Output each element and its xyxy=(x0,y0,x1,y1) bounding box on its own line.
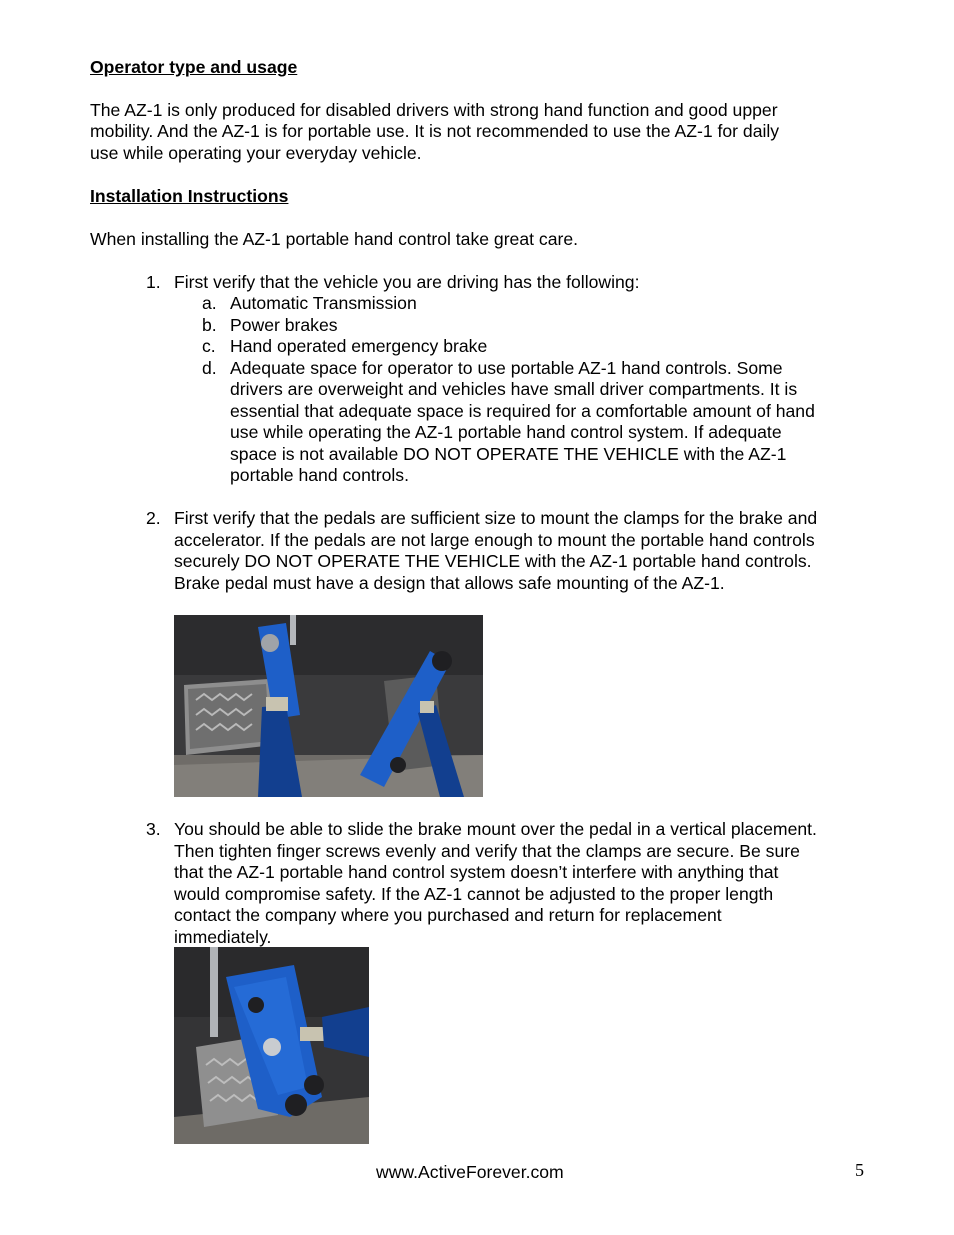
list-item-text: First verify that the vehicle you are driving has the following: xyxy=(174,272,640,292)
brake-mount-photo xyxy=(174,947,369,1144)
list-item-text: accelerator. If the pedals are not large enough to mount the portable hand controls xyxy=(174,530,815,550)
sublist-letter: c. xyxy=(202,336,216,356)
list-item-text: that the AZ-1 portable hand control system doesn’t interfere with anything that xyxy=(174,862,779,882)
sublist-item: portable hand controls. xyxy=(230,465,409,485)
section-heading-operator: Operator type and usage xyxy=(90,57,298,77)
list-number: 3. xyxy=(146,819,161,839)
sublist-item: space is not available DO NOT OPERATE THE VEHICLE with the AZ-1 xyxy=(230,444,787,464)
list-item-text: You should be able to slide the brake mount over the pedal in a vertical placement. xyxy=(174,819,817,839)
sublist-letter: b. xyxy=(202,315,217,335)
page-number: 5 xyxy=(855,1160,864,1180)
sublist-item: use while operating the AZ-1 portable hand control system. If adequate xyxy=(230,422,782,442)
list-number: 2. xyxy=(146,508,161,528)
sublist-item: essential that adequate space is required for a comfortable amount of hand xyxy=(230,401,815,421)
list-item-text: securely DO NOT OPERATE THE VEHICLE with the AZ-1 portable hand controls. xyxy=(174,551,812,571)
pedal-clamp-photo xyxy=(174,615,483,797)
list-item-text: First verify that the pedals are sufficient size to mount the clamps for the brake and xyxy=(174,508,818,528)
list-item-text: immediately. xyxy=(174,927,272,947)
paragraph-line: mobility. And the AZ-1 is for portable use. It is not recommended to use the AZ-1 for daily xyxy=(90,121,780,141)
sublist-item: Automatic Transmission xyxy=(230,293,417,313)
section-heading-installation: Installation Instructions xyxy=(90,186,289,206)
footer-url: www.ActiveForever.com xyxy=(376,1162,564,1182)
list-item-text: contact the company where you purchased and return for replacement xyxy=(174,905,722,925)
sublist-letter: a. xyxy=(202,293,217,313)
sublist-item: Power brakes xyxy=(230,315,338,335)
paragraph-line: The AZ-1 is only produced for disabled drivers with strong hand function and good upper xyxy=(90,100,778,120)
sublist-item: drivers are overweight and vehicles have small driver compartments. It is xyxy=(230,379,798,399)
list-item-text: Then tighten finger screws evenly and verify that the clamps are secure. Be sure xyxy=(174,841,800,861)
list-number: 1. xyxy=(146,272,161,292)
sublist-item: Hand operated emergency brake xyxy=(230,336,488,356)
sublist-letter: d. xyxy=(202,358,217,378)
list-item-text: Brake pedal must have a design that allows safe mounting of the AZ-1. xyxy=(174,573,725,593)
paragraph-line: use while operating your everyday vehicle. xyxy=(90,143,422,163)
intro-text: When installing the AZ-1 portable hand control take great care. xyxy=(90,229,579,249)
list-item-text: would compromise safety. If the AZ-1 cannot be adjusted to the proper length xyxy=(174,884,774,904)
sublist-item: Adequate space for operator to use portable AZ-1 hand controls. Some xyxy=(230,358,783,378)
